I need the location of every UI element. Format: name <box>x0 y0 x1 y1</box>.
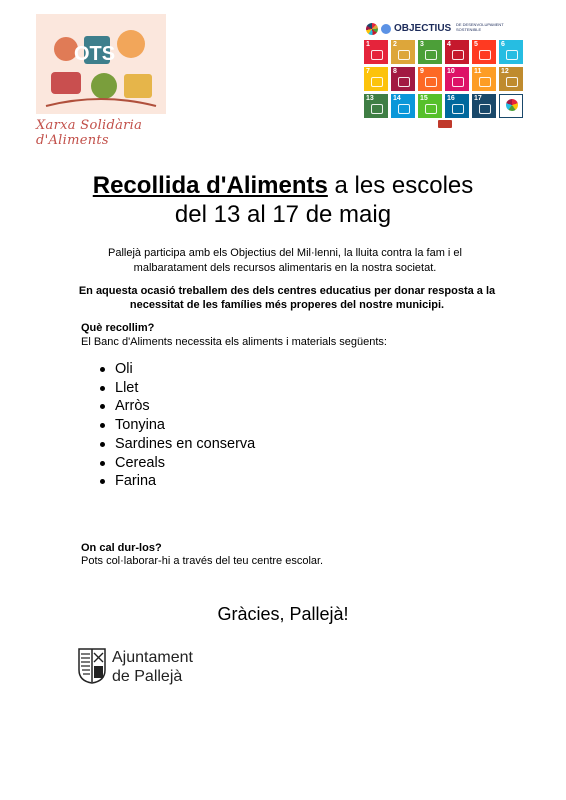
sdg-goal-icon <box>425 104 437 114</box>
sdg-tile-number: 13 <box>366 95 374 102</box>
ajuntament-line2: de Pallejà <box>112 668 183 685</box>
sdg-title: OBJECTIUS <box>394 23 452 34</box>
sdg-tile-8 <box>391 67 415 91</box>
sdg-tile-1 <box>364 40 388 64</box>
sdg-tile-12 <box>499 67 523 91</box>
sdg-goal-icon <box>371 77 383 87</box>
sdg-goal-icon <box>452 50 464 60</box>
sdg-subtitle: DE DESENVOLUPAMENT SOSTENIBLE <box>456 22 504 32</box>
ajuntament-logo <box>78 648 238 688</box>
sdg-goal-icon <box>452 104 464 114</box>
sdg-goal-icon <box>425 77 437 87</box>
sdg-tile-13 <box>364 94 388 118</box>
sdg-goal-icon <box>371 104 383 114</box>
sdg-goal-icon <box>425 50 437 60</box>
sdg-goal-icon <box>398 77 410 87</box>
sdg-tile-number: 4 <box>447 41 451 48</box>
sdg-goal-icon <box>452 77 464 87</box>
sdg-tile-10 <box>445 67 469 91</box>
sdg-tile-number: 2 <box>393 41 397 48</box>
sdg-tile-5 <box>472 40 496 64</box>
sdg-tile-2 <box>391 40 415 64</box>
what-we-collect-text: El Banc d'Aliments necessita els aliments i materials següents: <box>81 336 387 348</box>
sdg-tile-number: 6 <box>501 41 505 48</box>
sdg-footer-emblem-icon <box>438 120 452 128</box>
food-drive-illustration-icon <box>36 14 166 114</box>
sdg-panel <box>364 22 526 130</box>
sdg-tile-17 <box>472 94 496 118</box>
sdg-wheel-icon <box>506 99 518 111</box>
sdg-tile-number: 10 <box>447 68 455 75</box>
sdg-tile-7 <box>364 67 388 91</box>
sdg-tile-number: 9 <box>420 68 424 75</box>
sdg-tile-number: 5 <box>474 41 478 48</box>
sdg-tile-9 <box>418 67 442 91</box>
list-item: Farina <box>98 472 255 491</box>
sdg-goal-icon <box>479 50 491 60</box>
sdg-goal-icon <box>479 104 491 114</box>
svg-text:OTS: OTS <box>74 43 116 65</box>
sdg-tile-number: 17 <box>474 95 482 102</box>
sdg-tile-15 <box>418 94 442 118</box>
sdg-tile-4 <box>445 40 469 64</box>
sdg-tile-11 <box>472 67 496 91</box>
sdg-tile-number: 8 <box>393 68 397 75</box>
sdg-tile-number: 14 <box>393 95 401 102</box>
sdg-tile-3 <box>418 40 442 64</box>
sdg-tile-number: 16 <box>447 95 455 102</box>
sdg-tile-number: 3 <box>420 41 424 48</box>
thanks-message: Gràcies, Pallejà! <box>217 604 349 624</box>
list-item: Oli <box>98 360 255 379</box>
list-item: Cereals <box>98 454 255 473</box>
sdg-tile-14 <box>391 94 415 118</box>
sdg-tile-number: 12 <box>501 68 509 75</box>
sdg-tile-number: 1 <box>366 41 370 48</box>
list-item: Tonyina <box>98 416 255 435</box>
title-bold: Recollida d'Aliments <box>92 172 328 199</box>
list-item: Llet <box>98 379 255 398</box>
ajuntament-name <box>112 648 193 686</box>
sdg-goal-icon <box>506 50 518 60</box>
where-text: Pots col·laborar-hi a través del teu centre escolar. <box>81 555 324 567</box>
intro-paragraph: Pallejà participa amb els Objectius del Mil·lenni, la lluita contra la fam i el malbaratament dels recursos alimentaris en la nostra societat. <box>108 247 462 274</box>
un-emblem-icon <box>381 24 391 34</box>
date-range: del 13 al 17 de maig <box>174 201 392 228</box>
sdg-tile-16 <box>445 94 469 118</box>
sdg-goal-icon <box>506 77 518 87</box>
list-item: Sardines en conserva <box>98 435 255 454</box>
sdg-goal-icon <box>479 77 491 87</box>
xarxa-solidaria-logo <box>36 14 216 148</box>
sdg-tile-number: 11 <box>474 68 482 75</box>
sdg-tile-number: 7 <box>366 68 370 75</box>
sdg-goal-icon <box>398 104 410 114</box>
ajuntament-line1: Ajuntament <box>112 649 193 666</box>
sdg-tile-logo <box>499 94 523 118</box>
sdg-tile-6 <box>499 40 523 64</box>
items-list <box>98 360 255 491</box>
sdg-goal-icon <box>371 50 383 60</box>
what-we-collect-heading: Què recollim? <box>81 322 155 334</box>
where-heading: On cal dur-los? <box>81 542 162 554</box>
sdg-wheel-icon <box>366 23 378 35</box>
title-rest: a les escoles <box>327 172 474 199</box>
xarxa-solidaria-caption: Xarxa Solidària d'Aliments <box>36 118 143 148</box>
pallejà-coat-of-arms-icon <box>78 648 106 684</box>
page-title <box>0 172 566 200</box>
sdg-header <box>364 22 526 38</box>
sdg-goal-icon <box>398 50 410 60</box>
sdg-tiles-grid <box>364 40 526 118</box>
list-item: Arròs <box>98 397 255 416</box>
notice-paragraph: En aquesta ocasió treballem des dels centres educatius per donar resposta a la necessitat de les famílies més properes del nostre municipi. <box>78 285 496 311</box>
sdg-tile-number: 15 <box>420 95 428 102</box>
